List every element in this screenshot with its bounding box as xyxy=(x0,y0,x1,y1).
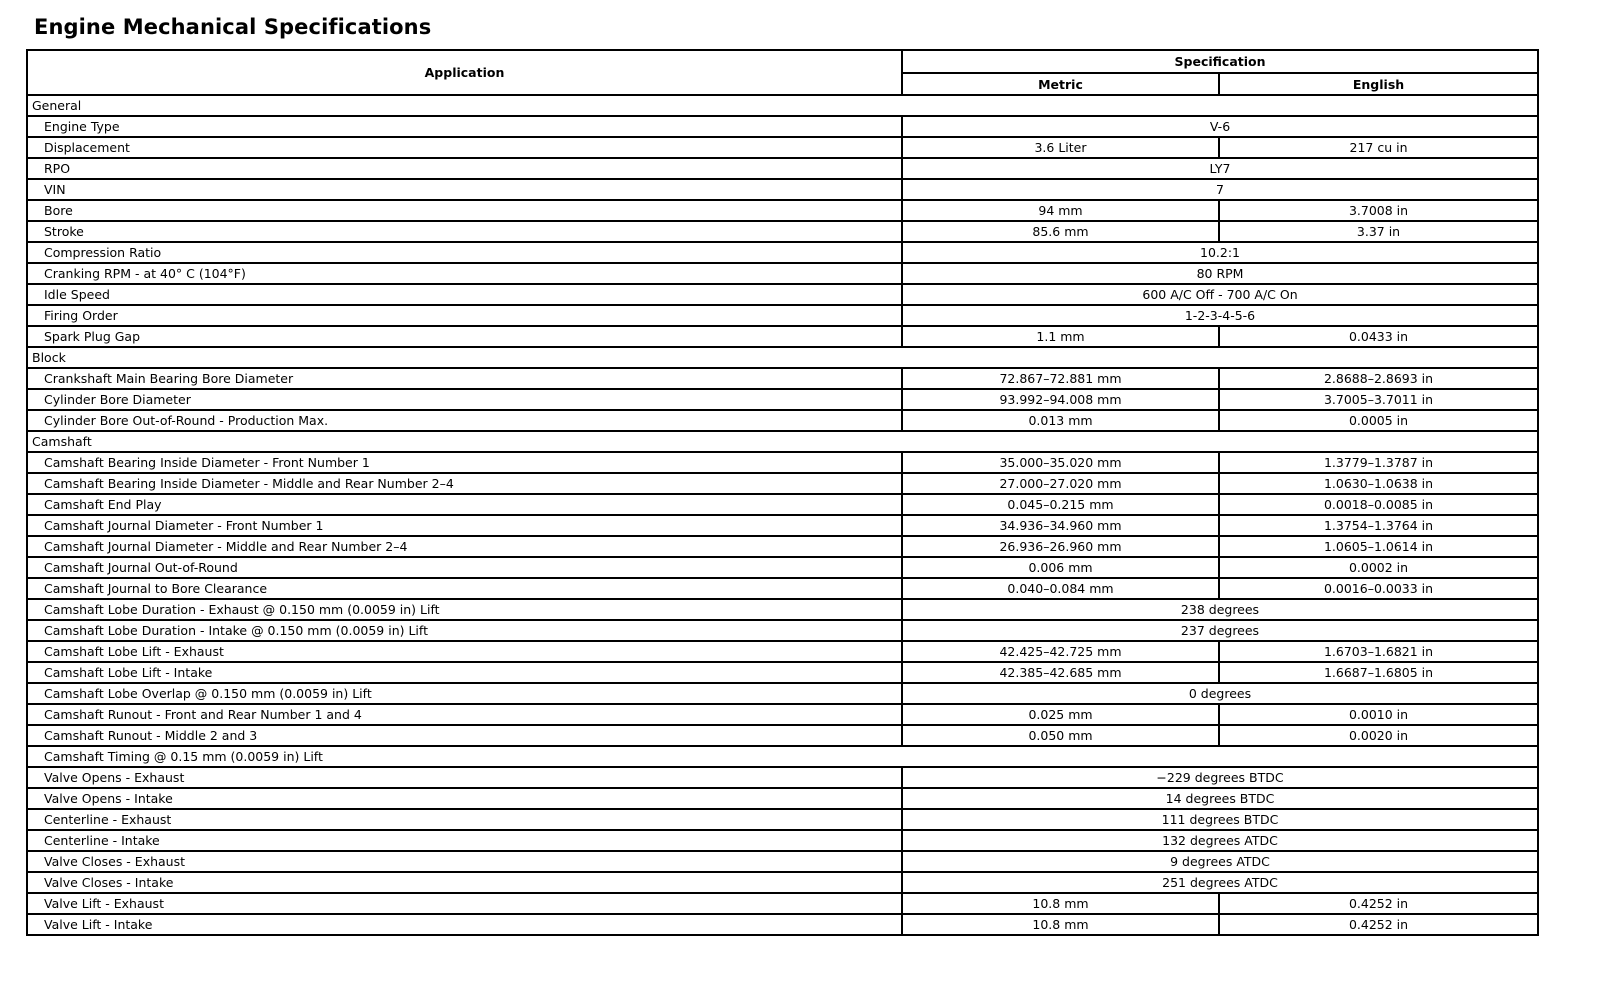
english-cell: 0.0005 in xyxy=(1219,410,1538,431)
table-header xyxy=(27,50,1538,95)
application-cell: Centerline - Intake xyxy=(27,830,902,851)
application-cell: Compression Ratio xyxy=(27,242,902,263)
metric-cell: 0.006 mm xyxy=(902,557,1219,578)
spec-value-cell: 1-2-3-4-5-6 xyxy=(902,305,1538,326)
spec-value-cell: LY7 xyxy=(902,158,1538,179)
spec-value-cell: 600 A/C Off - 700 A/C On xyxy=(902,284,1538,305)
application-cell: Camshaft Lobe Lift - Exhaust xyxy=(27,641,902,662)
table-row xyxy=(27,263,1538,284)
application-cell: Camshaft Journal Out-of-Round xyxy=(27,557,902,578)
english-cell: 0.0020 in xyxy=(1219,725,1538,746)
metric-cell: 0.025 mm xyxy=(902,704,1219,725)
metric-cell: 42.385–42.685 mm xyxy=(902,662,1219,683)
spec-value-cell: 111 degrees BTDC xyxy=(902,809,1538,830)
metric-cell: 0.040–0.084 mm xyxy=(902,578,1219,599)
english-cell: 1.3754–1.3764 in xyxy=(1219,515,1538,536)
application-cell: Valve Opens - Exhaust xyxy=(27,767,902,788)
application-cell: Engine Type xyxy=(27,116,902,137)
spec-value-cell: −229 degrees BTDC xyxy=(902,767,1538,788)
spec-value-cell: 132 degrees ATDC xyxy=(902,830,1538,851)
metric-cell: 3.6 Liter xyxy=(902,137,1219,158)
spec-value-cell: 10.2:1 xyxy=(902,242,1538,263)
table-row xyxy=(27,452,1538,473)
english-cell: 1.6687–1.6805 in xyxy=(1219,662,1538,683)
application-cell: Centerline - Exhaust xyxy=(27,809,902,830)
table-row xyxy=(27,515,1538,536)
application-header: Application xyxy=(27,50,902,95)
english-cell: 3.37 in xyxy=(1219,221,1538,242)
english-cell: 1.0630–1.0638 in xyxy=(1219,473,1538,494)
table-row xyxy=(27,683,1538,704)
metric-cell: 26.936–26.960 mm xyxy=(902,536,1219,557)
table-row xyxy=(27,200,1538,221)
application-cell: Firing Order xyxy=(27,305,902,326)
application-cell: Bore xyxy=(27,200,902,221)
specification-header: Specification xyxy=(902,50,1538,73)
metric-cell: 85.6 mm xyxy=(902,221,1219,242)
english-cell: 3.7005–3.7011 in xyxy=(1219,389,1538,410)
application-cell: Valve Closes - Intake xyxy=(27,872,902,893)
table-row xyxy=(27,704,1538,725)
metric-cell: 27.000–27.020 mm xyxy=(902,473,1219,494)
english-cell: 0.4252 in xyxy=(1219,893,1538,914)
english-cell: 3.7008 in xyxy=(1219,200,1538,221)
table-row xyxy=(27,620,1538,641)
section-label: Camshaft xyxy=(27,431,1538,452)
section-header-row xyxy=(27,95,1538,116)
table-row xyxy=(27,116,1538,137)
table-row xyxy=(27,662,1538,683)
table-row xyxy=(27,221,1538,242)
metric-cell: 94 mm xyxy=(902,200,1219,221)
application-cell: Camshaft Lobe Duration - Intake @ 0.150 mm (0.0059 in) Lift xyxy=(27,620,902,641)
application-cell: Camshaft Runout - Front and Rear Number 1 and 4 xyxy=(27,704,902,725)
english-cell: 0.4252 in xyxy=(1219,914,1538,935)
application-cell: Camshaft Bearing Inside Diameter - Middle and Rear Number 2–4 xyxy=(27,473,902,494)
section-label: Block xyxy=(27,347,1538,368)
table-row xyxy=(27,326,1538,347)
subsection-header-row xyxy=(27,746,1538,767)
application-cell: Cylinder Bore Out-of-Round - Production Max. xyxy=(27,410,902,431)
table-row xyxy=(27,137,1538,158)
metric-cell: 34.936–34.960 mm xyxy=(902,515,1219,536)
table-body xyxy=(27,95,1538,935)
application-cell: Crankshaft Main Bearing Bore Diameter xyxy=(27,368,902,389)
table-row xyxy=(27,494,1538,515)
application-cell: Spark Plug Gap xyxy=(27,326,902,347)
page-title: Engine Mechanical Specifications xyxy=(34,15,432,39)
application-cell: Camshaft Runout - Middle 2 and 3 xyxy=(27,725,902,746)
metric-cell: 0.050 mm xyxy=(902,725,1219,746)
metric-cell: 35.000–35.020 mm xyxy=(902,452,1219,473)
table-row xyxy=(27,389,1538,410)
english-header: English xyxy=(1219,73,1538,95)
table-row xyxy=(27,305,1538,326)
application-cell: Valve Closes - Exhaust xyxy=(27,851,902,872)
table-row xyxy=(27,914,1538,935)
application-cell: Camshaft Lobe Lift - Intake xyxy=(27,662,902,683)
table-row xyxy=(27,641,1538,662)
english-cell: 1.3779–1.3787 in xyxy=(1219,452,1538,473)
table-row xyxy=(27,410,1538,431)
spec-value-cell: 238 degrees xyxy=(902,599,1538,620)
application-cell: Displacement xyxy=(27,137,902,158)
metric-cell: 42.425–42.725 mm xyxy=(902,641,1219,662)
english-cell: 0.0002 in xyxy=(1219,557,1538,578)
application-cell: Idle Speed xyxy=(27,284,902,305)
application-cell: Camshaft End Play xyxy=(27,494,902,515)
metric-cell: 0.013 mm xyxy=(902,410,1219,431)
application-cell: Stroke xyxy=(27,221,902,242)
spec-value-cell: 237 degrees xyxy=(902,620,1538,641)
table-row xyxy=(27,788,1538,809)
table-row xyxy=(27,473,1538,494)
english-cell: 0.0018–0.0085 in xyxy=(1219,494,1538,515)
application-cell: Valve Opens - Intake xyxy=(27,788,902,809)
table-row xyxy=(27,767,1538,788)
spec-value-cell: 251 degrees ATDC xyxy=(902,872,1538,893)
english-cell: 0.0016–0.0033 in xyxy=(1219,578,1538,599)
table-row xyxy=(27,557,1538,578)
application-cell: Cranking RPM - at 40° C (104°F) xyxy=(27,263,902,284)
english-cell: 0.0010 in xyxy=(1219,704,1538,725)
table-row xyxy=(27,284,1538,305)
table-row xyxy=(27,158,1538,179)
english-cell: 1.6703–1.6821 in xyxy=(1219,641,1538,662)
application-cell: Camshaft Bearing Inside Diameter - Front Number 1 xyxy=(27,452,902,473)
application-cell: Camshaft Lobe Overlap @ 0.150 mm (0.0059 in) Lift xyxy=(27,683,902,704)
english-cell: 1.0605–1.0614 in xyxy=(1219,536,1538,557)
section-header-row xyxy=(27,431,1538,452)
table-row xyxy=(27,851,1538,872)
metric-cell: 1.1 mm xyxy=(902,326,1219,347)
table-row xyxy=(27,599,1538,620)
spec-value-cell: 14 degrees BTDC xyxy=(902,788,1538,809)
spec-value-cell: 0 degrees xyxy=(902,683,1538,704)
spec-value-cell: 80 RPM xyxy=(902,263,1538,284)
table-row xyxy=(27,242,1538,263)
table-row xyxy=(27,830,1538,851)
application-cell: VIN xyxy=(27,179,902,200)
spec-value-cell: V-6 xyxy=(902,116,1538,137)
metric-cell: 10.8 mm xyxy=(902,914,1219,935)
metric-header: Metric xyxy=(902,73,1219,95)
application-cell: Camshaft Journal Diameter - Middle and Rear Number 2–4 xyxy=(27,536,902,557)
metric-cell: 10.8 mm xyxy=(902,893,1219,914)
application-cell: Cylinder Bore Diameter xyxy=(27,389,902,410)
table-row xyxy=(27,893,1538,914)
spec-value-cell: 9 degrees ATDC xyxy=(902,851,1538,872)
application-cell: RPO xyxy=(27,158,902,179)
table-row xyxy=(27,368,1538,389)
section-label: General xyxy=(27,95,1538,116)
application-cell: Camshaft Lobe Duration - Exhaust @ 0.150 mm (0.0059 in) Lift xyxy=(27,599,902,620)
application-cell: Valve Lift - Intake xyxy=(27,914,902,935)
table-row xyxy=(27,536,1538,557)
application-cell: Valve Lift - Exhaust xyxy=(27,893,902,914)
table-row xyxy=(27,578,1538,599)
english-cell: 217 cu in xyxy=(1219,137,1538,158)
spec-value-cell: 7 xyxy=(902,179,1538,200)
table-row xyxy=(27,809,1538,830)
english-cell: 0.0433 in xyxy=(1219,326,1538,347)
metric-cell: 72.867–72.881 mm xyxy=(902,368,1219,389)
subsection-label: Camshaft Timing @ 0.15 mm (0.0059 in) Lift xyxy=(27,746,1538,767)
table-row xyxy=(27,872,1538,893)
english-cell: 2.8688–2.8693 in xyxy=(1219,368,1538,389)
metric-cell: 93.992–94.008 mm xyxy=(902,389,1219,410)
table-row xyxy=(27,179,1538,200)
table-row xyxy=(27,725,1538,746)
spec-table xyxy=(26,49,1539,936)
application-cell: Camshaft Journal to Bore Clearance xyxy=(27,578,902,599)
application-cell: Camshaft Journal Diameter - Front Number 1 xyxy=(27,515,902,536)
metric-cell: 0.045–0.215 mm xyxy=(902,494,1219,515)
section-header-row xyxy=(27,347,1538,368)
